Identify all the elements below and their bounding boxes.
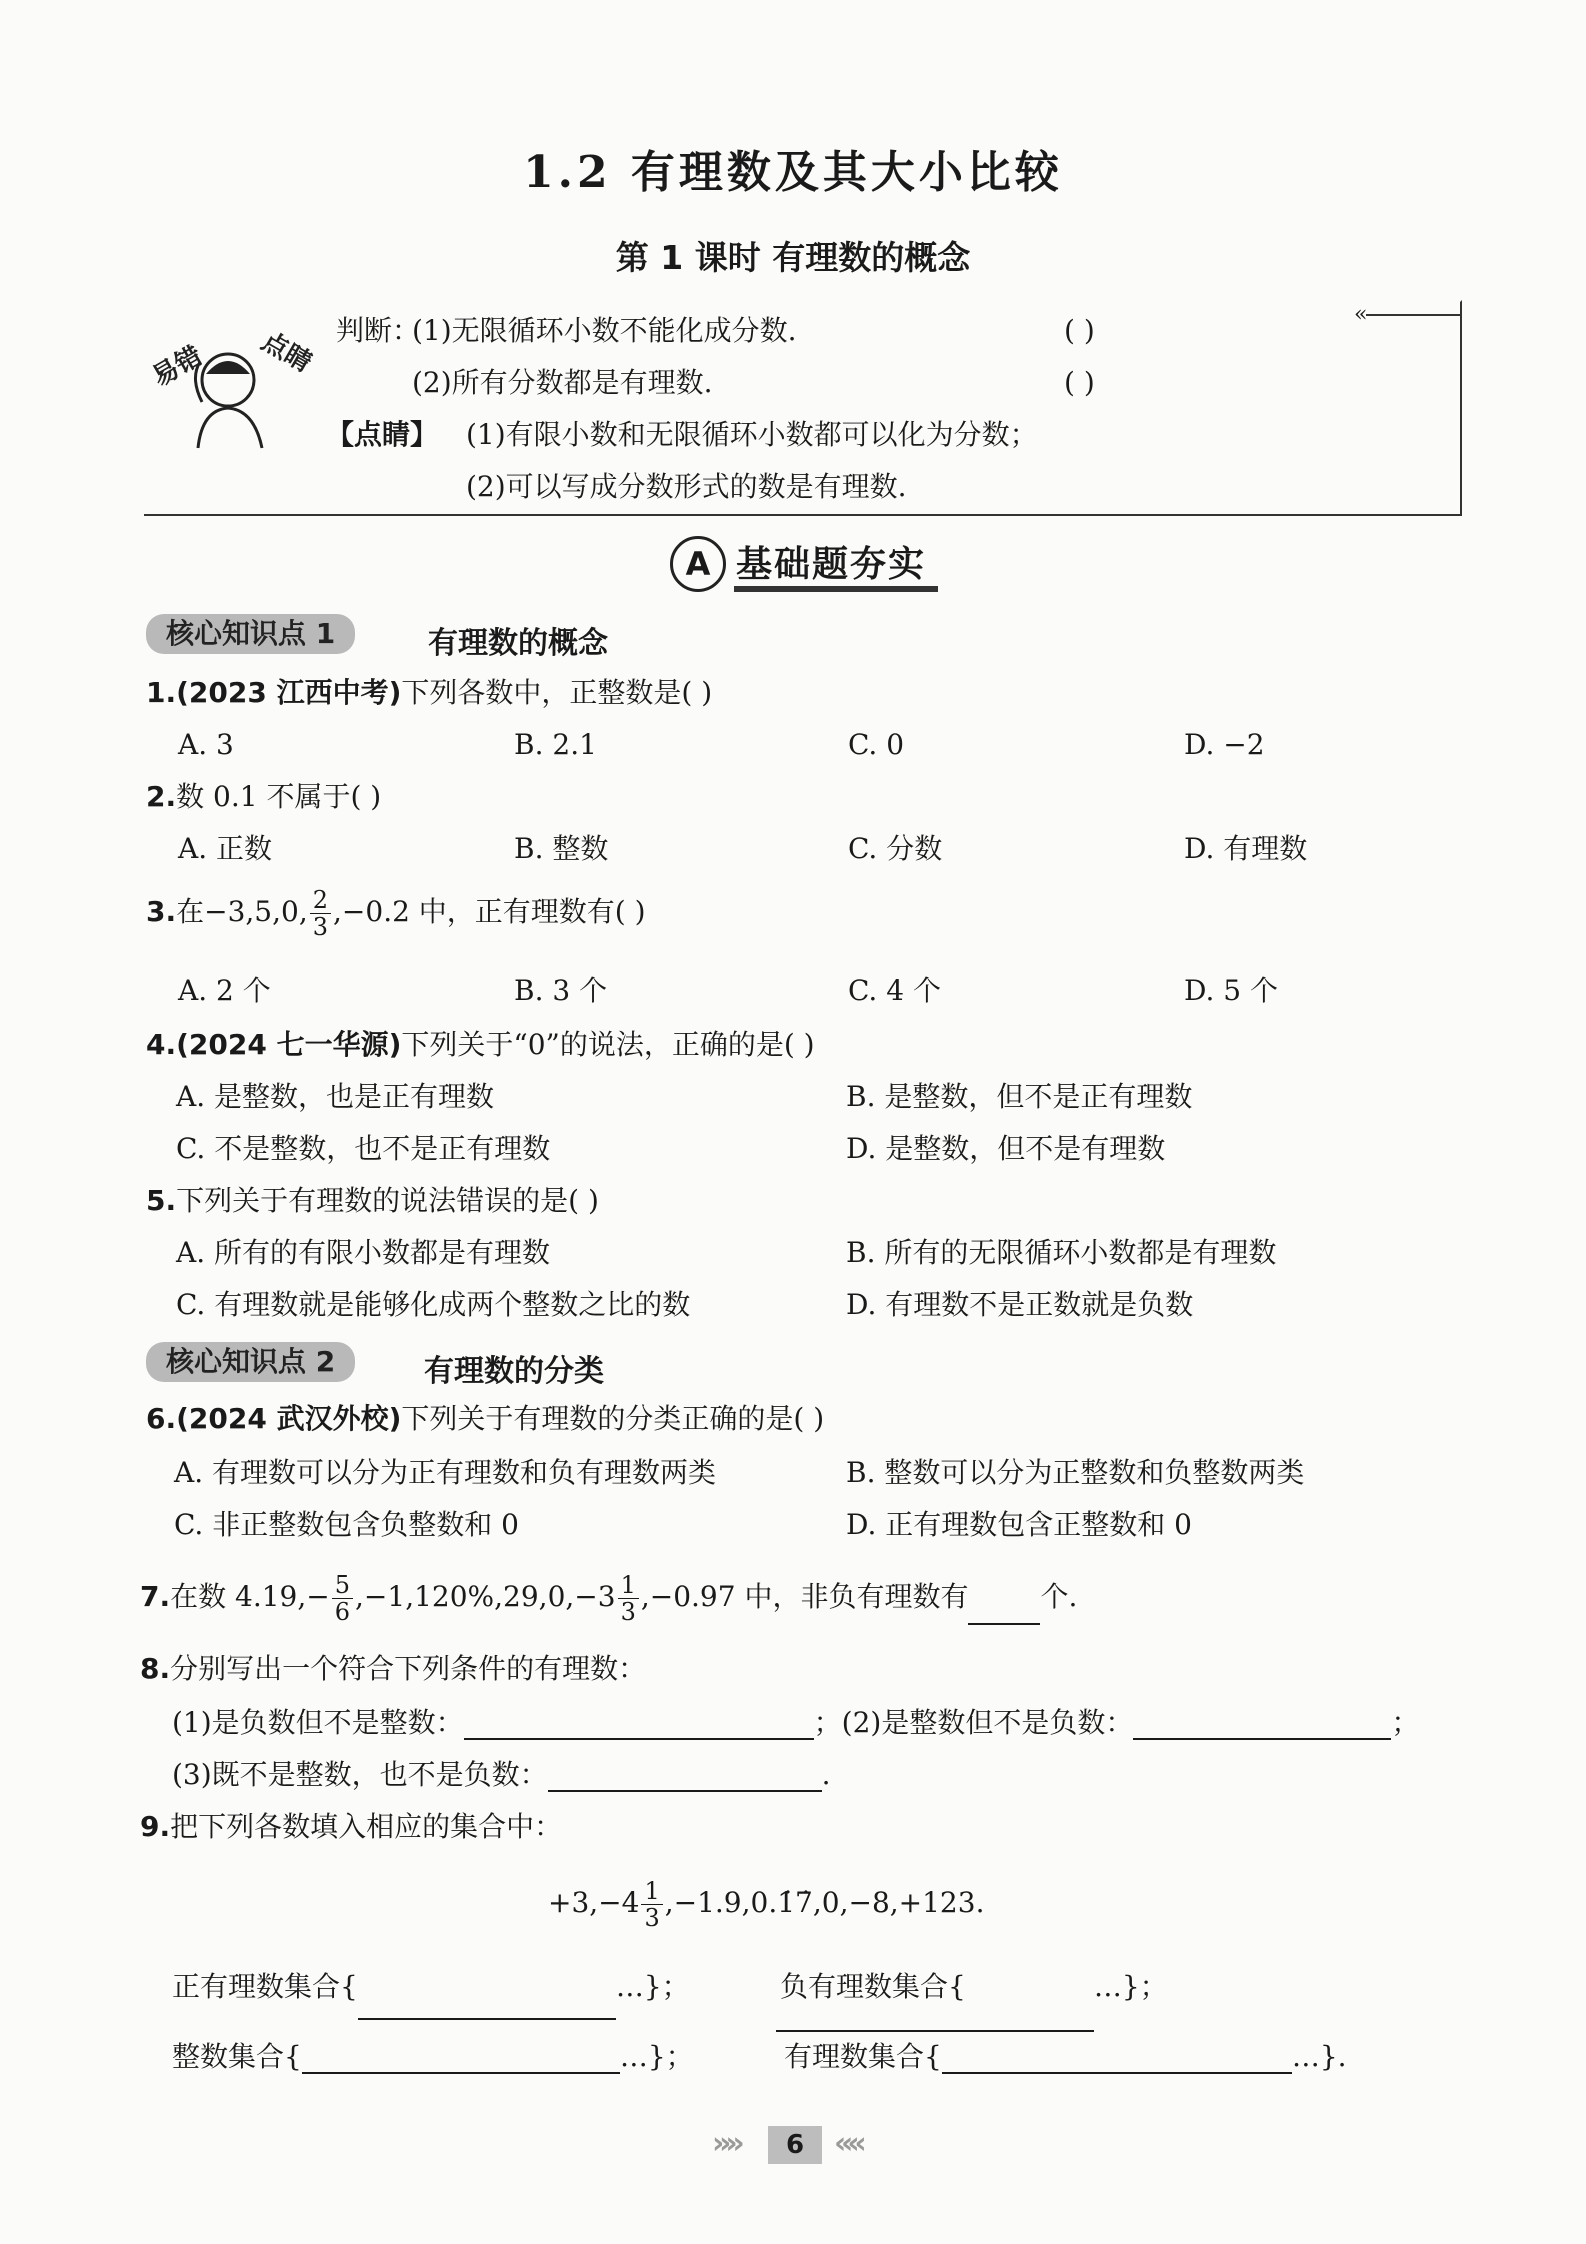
fraction-numerator: 5	[332, 1572, 353, 1599]
q8-part-3-label: (3)既不是整数，也不是负数：	[172, 1758, 548, 1791]
question-source: (2024 武汉外校)	[176, 1402, 402, 1435]
q1-option-c: C. 0	[848, 728, 905, 761]
answer-paren-1: ( )	[1064, 314, 1095, 347]
set-label: 正有理数集合{	[172, 1970, 358, 2003]
knowledge-point-title-1: 有理数的概念	[428, 626, 608, 661]
question-6	[146, 1402, 824, 1436]
answer-paren-2: ( )	[1064, 366, 1095, 399]
tip-badge-label-2: 点睛	[256, 326, 317, 379]
q9-numbers-post: ,−1.9,0.1̇7̇,0,−8,+123.	[664, 1886, 985, 1919]
tip-judge-label: 判断：	[336, 314, 421, 347]
q4-option-d: D. 是整数，但不是有理数	[846, 1132, 1166, 1165]
fraction-denominator: 3	[644, 1904, 660, 1932]
tip-frame-top	[1366, 314, 1460, 316]
fraction-numerator: 2	[310, 887, 331, 914]
q6-option-d: D. 正有理数包含正整数和 0	[846, 1508, 1192, 1541]
question-text-pre: 在−3,5,0,	[176, 895, 308, 928]
question-number: 8.	[140, 1652, 171, 1685]
question-text: 下列各数中，正整数是( )	[401, 676, 713, 709]
q1-option-d: D. −2	[1184, 728, 1265, 761]
question-text-post: ,−0.97 中，非负有理数有	[640, 1580, 969, 1613]
question-text-post: ,−0.2 中，正有理数有( )	[333, 895, 646, 928]
set-end: …}；	[1093, 1970, 1168, 2003]
question-number: 6.	[146, 1402, 177, 1435]
q8-part-1-label: (1)是负数但不是整数：	[172, 1706, 464, 1739]
question-number: 1.	[146, 676, 177, 709]
set-label: 负有理数集合{	[780, 1970, 966, 2003]
question-text: 下列关于“0”的说法，正确的是( )	[401, 1028, 815, 1061]
question-number: 4.	[146, 1028, 177, 1061]
knowledge-point-badge-2: 核心知识点 2	[146, 1342, 355, 1382]
q2-option-c: C. 分数	[848, 832, 943, 865]
q2-option-a: A. 正数	[178, 832, 273, 865]
tip-statement-2: (2)所有分数都是有理数.	[412, 366, 713, 399]
question-text: 分别写出一个符合下列条件的有理数：	[170, 1652, 647, 1685]
chevron-right-icon: »»	[712, 2126, 739, 2161]
q8-part-3	[172, 1758, 831, 1792]
section-letter-badge: A	[670, 536, 726, 592]
q4-option-c: C. 不是整数，也不是正有理数	[176, 1132, 551, 1165]
question-text: 数 0.1 不属于( )	[176, 780, 382, 813]
q1-option-b: B. 2.1	[514, 728, 597, 761]
question-9	[140, 1810, 562, 1844]
tip-note-2: (2)可以写成分数形式的数是有理数.	[466, 470, 907, 503]
answer-blank[interactable]	[464, 1706, 814, 1740]
q2-option-b: B. 整数	[514, 832, 609, 865]
set-label: 有理数集合{	[784, 2040, 942, 2073]
q6-option-c: C. 非正整数包含负整数和 0	[174, 1508, 519, 1541]
q8-end-semicolon: ；	[1391, 1706, 1420, 1739]
q5-option-a: A. 所有的有限小数都是有理数	[176, 1236, 551, 1269]
page-number: 6	[768, 2126, 822, 2164]
question-4	[146, 1028, 815, 1062]
q3-option-b: B. 3 个	[514, 974, 608, 1007]
fraction-numerator: 1	[618, 1572, 639, 1599]
q9-numbers-pre: +3,−4	[548, 1886, 640, 1919]
question-source: (2023 江西中考)	[176, 676, 402, 709]
fraction-numerator: 1	[641, 1878, 662, 1905]
question-2	[146, 780, 381, 814]
question-text: 把下列各数填入相应的集合中：	[170, 1810, 563, 1843]
q8-end-dot: .	[821, 1758, 831, 1791]
question-number: 9.	[140, 1810, 171, 1843]
question-text: 下列关于有理数的说法错误的是( )	[176, 1184, 599, 1217]
tip-statement-1: (1)无限循环小数不能化成分数.	[412, 314, 797, 347]
q2-option-d: D. 有理数	[1184, 832, 1308, 865]
answer-blank[interactable]	[358, 1970, 616, 2020]
q3-option-d: D. 5 个	[1184, 974, 1278, 1007]
q8-part-2-label: ；(2)是整数但不是负数：	[813, 1706, 1134, 1739]
answer-blank[interactable]	[942, 2040, 1292, 2074]
q5-option-d: D. 有理数不是正数就是负数	[846, 1288, 1194, 1321]
fraction-denominator: 3	[620, 1598, 636, 1626]
q9-number-list	[548, 1876, 984, 1931]
answer-blank[interactable]	[302, 2040, 620, 2074]
q8-part-1	[172, 1706, 1419, 1740]
question-number: 3.	[146, 895, 177, 928]
question-text-mid: ,−1,120%,29,0,−3	[355, 1580, 616, 1613]
question-text-end: 个.	[1040, 1580, 1078, 1613]
tip-badge-label-1: 易错	[147, 340, 208, 393]
fraction	[310, 887, 331, 940]
q3-option-a: A. 2 个	[178, 974, 271, 1007]
tip-badge-icon	[147, 318, 317, 458]
fraction	[618, 1572, 639, 1625]
answer-blank[interactable]	[548, 1758, 822, 1792]
knowledge-point-badge-1: 核心知识点 1	[146, 614, 355, 654]
q5-option-b: B. 所有的无限循环小数都是有理数	[846, 1236, 1277, 1269]
double-arrow-left-icon: «	[1354, 302, 1368, 327]
set-end: …}；	[615, 1970, 690, 2003]
q1-option-a: A. 3	[178, 728, 234, 761]
question-8	[140, 1652, 646, 1686]
answer-blank[interactable]	[776, 1970, 1094, 2032]
set-label: 整数集合{	[172, 2040, 302, 2073]
question-number: 5.	[146, 1184, 177, 1217]
q4-option-b: B. 是整数，但不是正有理数	[846, 1080, 1193, 1113]
question-1	[146, 676, 712, 710]
set-end: …}；	[619, 2040, 694, 2073]
question-7	[140, 1570, 1077, 1625]
fraction	[332, 1572, 353, 1625]
set-integer	[172, 2040, 694, 2074]
question-number: 7.	[140, 1580, 171, 1613]
lesson-subtitle: 第 1 课时 有理数的概念	[615, 238, 971, 277]
answer-blank[interactable]	[1133, 1706, 1391, 1740]
question-number: 2.	[146, 780, 177, 813]
set-rational	[784, 2040, 1347, 2074]
page-title: 1.2 有理数及其大小比较	[523, 147, 1063, 198]
set-end: …}.	[1291, 2040, 1347, 2073]
tip-note-label: 【点睛】	[326, 418, 439, 451]
q3-option-c: C. 4 个	[848, 974, 941, 1007]
question-text: 下列关于有理数的分类正确的是( )	[401, 1402, 825, 1435]
q4-option-a: A. 是整数，也是正有理数	[176, 1080, 495, 1113]
answer-blank[interactable]	[968, 1593, 1040, 1625]
fraction-denominator: 3	[312, 913, 329, 941]
question-3	[146, 886, 646, 940]
fraction-denominator: 6	[334, 1598, 351, 1626]
question-text-pre: 在数 4.19,−	[170, 1580, 330, 1613]
tip-note-1: (1)有限小数和无限循环小数都可以化为分数；	[466, 418, 1038, 451]
q5-option-c: C. 有理数就是能够化成两个整数之比的数	[176, 1288, 691, 1321]
knowledge-point-title-2: 有理数的分类	[424, 1354, 604, 1389]
set-negative-rational	[780, 1970, 1168, 2032]
question-5	[146, 1184, 599, 1218]
fraction	[641, 1878, 662, 1931]
question-source: (2024 七一华源)	[176, 1028, 402, 1061]
section-title: 基础题夯实	[736, 544, 927, 585]
chevron-left-icon: ««	[834, 2126, 861, 2161]
q6-option-a: A. 有理数可以分为正有理数和负有理数两类	[174, 1456, 717, 1489]
section-underline	[734, 586, 938, 592]
set-positive-rational	[172, 1970, 690, 2020]
q6-option-b: B. 整数可以分为正整数和负整数两类	[846, 1456, 1305, 1489]
